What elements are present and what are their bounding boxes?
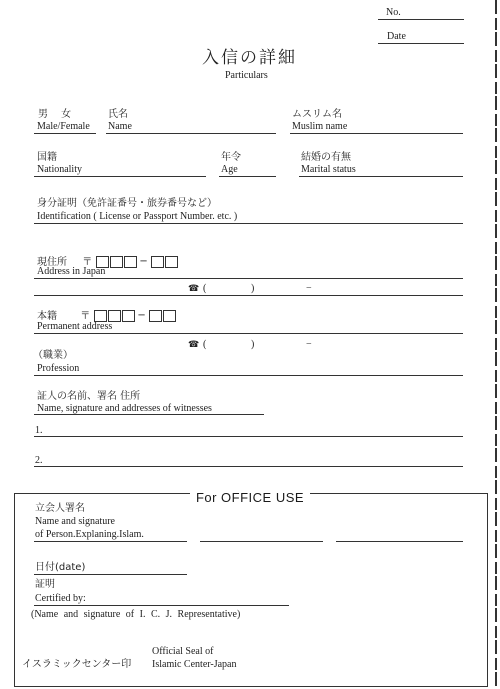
permanent-label-jp: 本籍 〒 − <box>37 310 176 322</box>
nationality-label: Nationality <box>37 164 82 175</box>
scan-edge <box>495 0 497 689</box>
address-label-jp: 現住所 〒 − <box>37 256 178 268</box>
nationality-field[interactable] <box>34 176 206 177</box>
office-date-label: 日付(date) <box>35 562 86 573</box>
sex-field[interactable] <box>34 133 96 134</box>
marital-field[interactable] <box>299 176 463 177</box>
seal-label-jp: イスラミックセンター印 <box>22 659 132 670</box>
postal-mark: 〒 <box>82 257 93 268</box>
age-label: Age <box>221 164 238 175</box>
icj-representative-label: (Name and signature of I. C. J. Representative) <box>31 609 241 620</box>
age-field[interactable] <box>219 176 276 177</box>
muslim-name-field[interactable] <box>290 133 463 134</box>
witnesses-label-jp: 証人の名前、署名 住所 <box>37 391 141 402</box>
telephone-icon-2: ☎ <box>188 340 200 350</box>
witness-1-field[interactable] <box>34 436 463 437</box>
identification-field[interactable] <box>34 223 463 224</box>
page-subtitle: Particulars <box>225 70 268 81</box>
witness-signature-label-jp: 立会人署名 <box>35 503 85 514</box>
page-title: 入信の詳細 <box>202 48 297 68</box>
certification-label-jp: 証明 <box>35 579 55 590</box>
identification-label: Identification ( License or Passport Number. etc. ) <box>37 211 238 222</box>
postal-code-boxes[interactable]: − <box>95 257 177 268</box>
witness-1-label: 1. <box>35 425 43 436</box>
age-label-jp: 年令 <box>221 152 241 163</box>
witnesses-label: Name, signature and addresses of witnesses <box>37 403 212 414</box>
sex-label: Male/Female <box>37 121 90 132</box>
no-field[interactable] <box>378 19 464 20</box>
phone-open-paren: ( <box>203 283 207 294</box>
telephone-icon: ☎ <box>188 284 200 294</box>
explainer-signature-field[interactable] <box>200 541 323 542</box>
witness-2-field[interactable] <box>34 466 463 467</box>
phone-close-paren-2: ) <box>251 339 255 350</box>
name-field[interactable] <box>106 133 276 134</box>
phone-open-paren-2: ( <box>203 339 207 350</box>
muslim-name-label-jp: ムスリム名 <box>292 109 342 120</box>
profession-label: Profession <box>37 363 80 374</box>
identification-label-jp: 身分証明（免許証番号・旅券番号など） <box>37 198 217 209</box>
postal-mark-2: 〒 <box>80 311 91 322</box>
name-label: Name <box>108 121 132 132</box>
certified-by-field[interactable] <box>34 605 289 606</box>
profession-field[interactable] <box>34 375 463 376</box>
phone-close-paren: ) <box>251 283 255 294</box>
permanent-address-label: Permanent address <box>37 321 113 332</box>
person-explaining-islam-label: of Person.Explaning.Islam. <box>35 529 144 540</box>
witness-2-label: 2. <box>35 455 43 466</box>
date-label: Date <box>387 31 406 42</box>
office-date-field[interactable] <box>34 574 187 575</box>
address-phone-field[interactable] <box>34 295 463 296</box>
official-seal-label-line1: Official Seal of <box>152 646 214 657</box>
office-use-title: For OFFICE USE <box>0 487 500 506</box>
sex-label-jp: 男 女 <box>38 109 72 120</box>
phone-dash: − <box>306 283 312 294</box>
marital-label: Marital status <box>301 164 356 175</box>
witnesses-heading-underline <box>34 414 264 415</box>
permanent-address-field[interactable] <box>34 333 463 334</box>
explainer-extra-field[interactable] <box>336 541 463 542</box>
postal-code-boxes-2[interactable]: − <box>93 311 175 322</box>
explainer-name-field[interactable] <box>34 541 187 542</box>
phone-dash-2: − <box>306 339 312 350</box>
no-label: No. <box>386 7 401 18</box>
profession-label-jp: （職業） <box>33 350 73 361</box>
address-field[interactable] <box>34 278 463 279</box>
certified-by-label: Certified by: <box>35 593 86 604</box>
nationality-label-jp: 国籍 <box>37 152 57 163</box>
witness-signature-label: Name and signature <box>35 516 115 527</box>
official-seal-label-line2: Islamic Center-Japan <box>152 659 237 670</box>
marital-label-jp: 結婚の有無 <box>301 152 351 163</box>
date-field[interactable] <box>378 43 464 44</box>
name-label-jp: 氏名 <box>108 109 128 120</box>
muslim-name-label: Muslim name <box>292 121 348 132</box>
address-label: Address in Japan <box>37 266 106 277</box>
